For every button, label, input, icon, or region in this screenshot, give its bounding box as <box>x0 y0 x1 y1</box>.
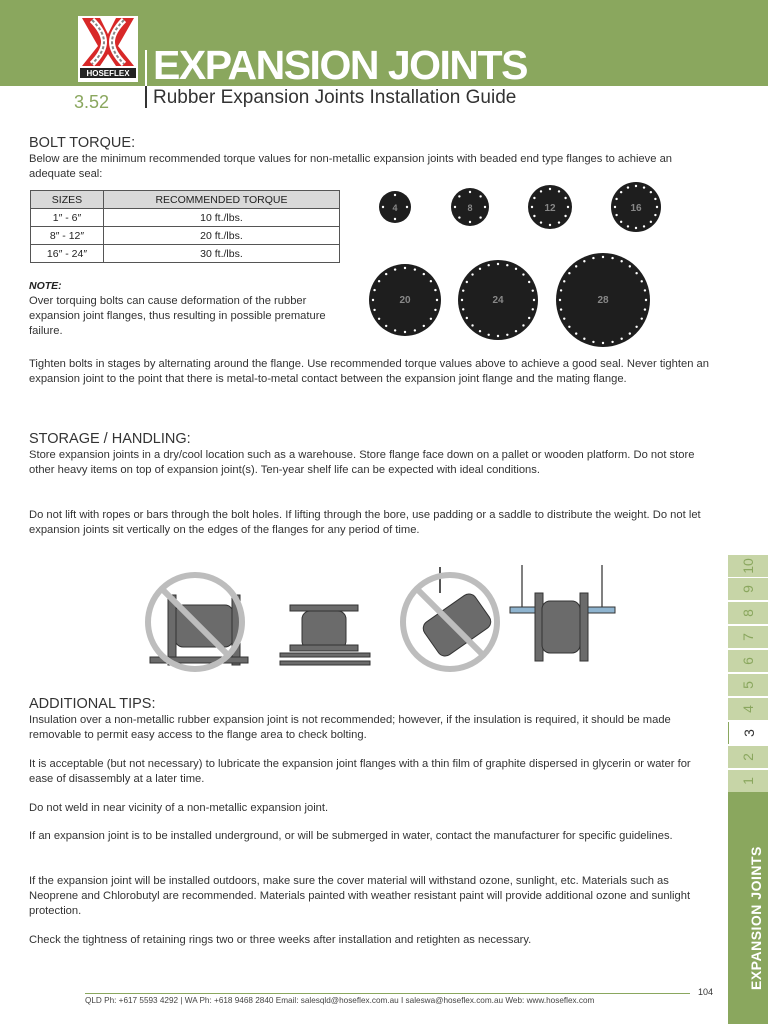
flange-label: 24 <box>492 295 504 306</box>
bolt-hole <box>575 332 577 334</box>
bolt-hole <box>458 195 460 197</box>
bolt-hole <box>461 299 463 301</box>
tip-item: If an expansion joint is to be installed underground, or will be submerged in water, contact the manufacturer for specific guidelines. <box>29 830 673 842</box>
section-tab-2[interactable]: 2 <box>728 746 768 768</box>
bolt-hole <box>423 273 425 275</box>
flange-pattern-12 <box>528 185 572 229</box>
bolt-hole <box>558 221 560 223</box>
bolt-hole <box>479 268 481 270</box>
bolt-hole <box>373 289 375 291</box>
section-tab-4[interactable]: 4 <box>728 698 768 720</box>
bolt-hole <box>611 257 613 259</box>
bolt-hole <box>627 225 629 227</box>
bolt-hole <box>462 308 464 310</box>
section-tab-5[interactable]: 5 <box>728 674 768 696</box>
correct-pallet-storage <box>280 605 370 665</box>
bolt-hole <box>629 332 631 334</box>
bolt-hole <box>454 206 456 208</box>
section-tab-8[interactable]: 8 <box>728 602 768 624</box>
handling-illustrations <box>130 565 620 675</box>
bolt-hole <box>506 264 508 266</box>
bolt-hole <box>540 221 542 223</box>
bolt-hole <box>615 198 617 200</box>
bolt-hole <box>583 260 585 262</box>
bolt-hole <box>549 224 551 226</box>
bolt-hole <box>644 308 646 310</box>
bolt-hole <box>650 221 652 223</box>
flange-pattern-28 <box>556 253 650 347</box>
note-label: NOTE: <box>29 280 62 292</box>
bolt-hole <box>479 195 481 197</box>
flange-label: 28 <box>597 295 609 306</box>
bolt-hole <box>394 329 396 331</box>
page-subtitle: Rubber Expansion Joints Installation Guide <box>153 87 517 108</box>
table-row <box>31 227 340 245</box>
bolt-hole <box>568 326 570 328</box>
flange-label: 4 <box>392 203 398 213</box>
bolt-hole <box>372 299 374 301</box>
table-header-sizes: SIZES <box>31 191 104 209</box>
bolt-hole <box>430 280 432 282</box>
bolt-hole <box>466 281 468 283</box>
bolt-hole <box>533 197 535 199</box>
bolt-hole <box>462 289 464 291</box>
bolt-hole <box>471 273 473 275</box>
bolt-hole <box>654 214 656 216</box>
bolt-hole <box>635 227 637 229</box>
page-title: EXPANSION JOINTS <box>153 42 527 88</box>
bolt-hole <box>378 318 380 320</box>
note-text: Over torquing bolts can cause deformation of the rubber expansion joint flanges, thus resulting in possible premature failure. <box>29 295 326 337</box>
bolt-hole <box>560 289 562 291</box>
correct-lifting-through-bore <box>510 565 615 661</box>
bolt-hole <box>373 309 375 311</box>
section-tab-3[interactable]: 3 <box>728 722 768 744</box>
flange-pattern-20 <box>369 264 441 336</box>
flange-pattern-24 <box>458 260 538 340</box>
section-number: 3.52 <box>74 92 110 112</box>
tip-item: Do not weld in near vicinity of a non-metallic expansion joint. <box>29 802 329 814</box>
bolt-hole <box>602 256 604 258</box>
bolt-hole <box>423 325 425 327</box>
tip-item: Check the tightness of retaining rings two or three weeks after installation and retighten as necessary. <box>29 934 532 946</box>
bolt-hole <box>650 191 652 193</box>
bolt-hole <box>497 335 499 337</box>
bolt-hole <box>611 341 613 343</box>
bolt-hole <box>533 215 535 217</box>
tip-item: Insulation over a non-metallic rubber expansion joint is not recommended; however, if the insulation is required, it should be made removable to permit easy access to the flange area to check bolting. <box>29 714 671 741</box>
bolt-hole <box>540 190 542 192</box>
table-header-torque: RECOMMENDED TORQUE <box>103 191 339 209</box>
table-row <box>31 245 340 263</box>
bolt-hole <box>533 299 535 301</box>
bolt-hole <box>487 334 489 336</box>
flange-label: 8 <box>467 203 473 213</box>
section-tab-6[interactable]: 6 <box>728 650 768 672</box>
bolt-hole <box>575 265 577 267</box>
section-tabs <box>728 555 768 792</box>
table-cell: 20 ft./lbs. <box>103 227 339 245</box>
bolt-hole <box>436 299 438 301</box>
bolt-hole <box>404 331 406 333</box>
bolt-hole <box>522 324 524 326</box>
section-tab-7[interactable]: 7 <box>728 626 768 648</box>
bolt-hole <box>620 191 622 193</box>
bolt-hole <box>406 206 408 208</box>
bolt-hole <box>564 215 566 217</box>
bolt-hole <box>414 268 416 270</box>
tips-heading: ADDITIONAL TIPS: <box>29 696 156 712</box>
bolt-hole <box>434 309 436 311</box>
bolt-hole <box>643 225 645 227</box>
bolt-hole <box>635 326 637 328</box>
bolt-torque-intro: Below are the minimum recommended torque values for non-metallic expansion joints with beaded end type flanges to achieve an adequate seal: <box>29 153 673 180</box>
bolt-hole <box>641 317 643 319</box>
bolt-hole <box>479 216 481 218</box>
bolt-hole <box>656 206 658 208</box>
tip-item: It is acceptable (but not necessary) to lubricate the expansion joint flanges with a thin film of graphite dispersed in glycerin or water for ease of disassembly at a later time. <box>29 758 691 785</box>
table-cell: 1″ - 6″ <box>31 209 104 227</box>
bolt-hole <box>515 330 517 332</box>
bolt-hole <box>385 325 387 327</box>
bolt-hole <box>394 194 396 196</box>
prohibited-vertical-storage <box>148 575 248 669</box>
tighten-instructions: Tighten bolts in stages by alternating around the flange. Use recommended torque values above to achieve a good seal. Never tighten an expansion joint to the point that there is metal-to-metal contact between the expansion joint flange and the mating flange. <box>29 358 709 385</box>
torque-table <box>30 190 340 263</box>
table-cell: 16″ - 24″ <box>31 245 104 263</box>
bolt-hole <box>643 186 645 188</box>
table-header-row <box>31 191 340 209</box>
table-cell: 30 ft./lbs. <box>103 245 339 263</box>
bolt-hole <box>620 260 622 262</box>
bolt-hole <box>430 318 432 320</box>
bolt-hole <box>644 289 646 291</box>
table-cell: 10 ft./lbs. <box>103 209 339 227</box>
bolt-hole <box>641 280 643 282</box>
bolt-hole <box>627 186 629 188</box>
flange-label: 12 <box>544 203 556 214</box>
footer-divider <box>85 993 690 994</box>
bolt-hole <box>563 280 565 282</box>
bolt-hole <box>479 330 481 332</box>
bolt-hole <box>560 308 562 310</box>
footer-contacts: QLD Ph: +617 5593 4292 | WA Ph: +618 9468 2840 Email: salesqld@hoseflex.com.au I saleswa@hoseflex.com.au Web: www.hoseflex.com <box>85 996 595 1005</box>
subtitle-divider <box>145 86 147 108</box>
tip-item: If the expansion joint will be installed outdoors, make sure the cover material will withstand ozone, sunlight, etc. Materials such as Neoprene and Chlorobutyl are recommended. Materials painted with weather resistant paint will provide additional ozone and sunlight protection. <box>29 875 691 917</box>
bolt-hole <box>528 317 530 319</box>
bolt-hole <box>635 272 637 274</box>
flange-pattern-16 <box>611 182 661 232</box>
bolt-hole <box>378 280 380 282</box>
bolt-hole <box>469 221 471 223</box>
logo-text: HOSEFLEX <box>86 69 130 78</box>
bolt-hole <box>615 214 617 216</box>
table-cell: 8″ - 12″ <box>31 227 104 245</box>
bolt-hole <box>558 190 560 192</box>
page-number: 104 <box>698 987 714 997</box>
bolt-hole <box>506 334 508 336</box>
bolt-hole <box>394 268 396 270</box>
bolt-hole <box>564 197 566 199</box>
section-label: EXPANSION JOINTS <box>748 846 764 990</box>
bolt-hole <box>404 267 406 269</box>
bolt-hole <box>635 185 637 187</box>
prohibited-lifting-bolt-holes <box>403 567 497 669</box>
section-tab-1[interactable]: 1 <box>728 770 768 792</box>
flange-label: 20 <box>399 295 411 306</box>
bolt-hole <box>602 342 604 344</box>
section-tab-9[interactable]: 9 <box>728 578 768 600</box>
bolt-hole <box>469 191 471 193</box>
bolt-hole <box>531 206 533 208</box>
bolt-hole <box>563 317 565 319</box>
bolt-hole <box>583 338 585 340</box>
bolt-hole <box>471 324 473 326</box>
bolt-hole <box>549 188 551 190</box>
bolt-hole <box>528 281 530 283</box>
bolt-hole <box>620 338 622 340</box>
bolt-hole <box>466 317 468 319</box>
storage-heading: STORAGE / HANDLING: <box>29 431 191 447</box>
bolt-hole <box>394 218 396 220</box>
bolt-hole <box>654 198 656 200</box>
bolt-hole <box>629 265 631 267</box>
hoseflex-logo <box>78 16 138 82</box>
section-tab-10[interactable]: 10 <box>728 555 768 577</box>
bolt-hole <box>385 273 387 275</box>
bolt-hole <box>620 221 622 223</box>
bolt-hole <box>532 289 534 291</box>
bolt-hole <box>559 299 561 301</box>
bolt-hole <box>434 289 436 291</box>
bolt-hole <box>458 216 460 218</box>
handling-paragraph: Do not lift with ropes or bars through the bolt holes. If lifting through the bore, use padding or a saddle to distribute the weight. Do not let expansion joints sit vertically on the edges of the flanges for any period of time. <box>29 509 701 536</box>
bolt-hole <box>497 263 499 265</box>
bolt-hole <box>592 257 594 259</box>
bolt-hole <box>487 264 489 266</box>
bolt-hole <box>568 272 570 274</box>
bolt-hole <box>614 206 616 208</box>
bolt-hole <box>414 329 416 331</box>
bolt-hole <box>645 299 647 301</box>
bolt-hole <box>567 206 569 208</box>
bolt-hole <box>382 206 384 208</box>
flange-label: 16 <box>630 203 642 214</box>
storage-paragraph: Store expansion joints in a dry/cool location such as a warehouse. Store flange face down on a pallet or wooden platform. Do not store other heavy items on top of expansion joint(s). Ten-year shelf life can be expected with ideal conditions. <box>29 449 695 476</box>
bolt-hole <box>484 206 486 208</box>
bolt-torque-heading: BOLT TORQUE: <box>29 135 136 151</box>
bolt-hole <box>522 273 524 275</box>
table-row <box>31 209 340 227</box>
bolt-hole <box>592 341 594 343</box>
bolt-hole <box>515 268 517 270</box>
bolt-hole <box>532 308 534 310</box>
flange-pattern-8 <box>451 188 489 226</box>
bolt-pattern-diagrams <box>355 175 710 355</box>
